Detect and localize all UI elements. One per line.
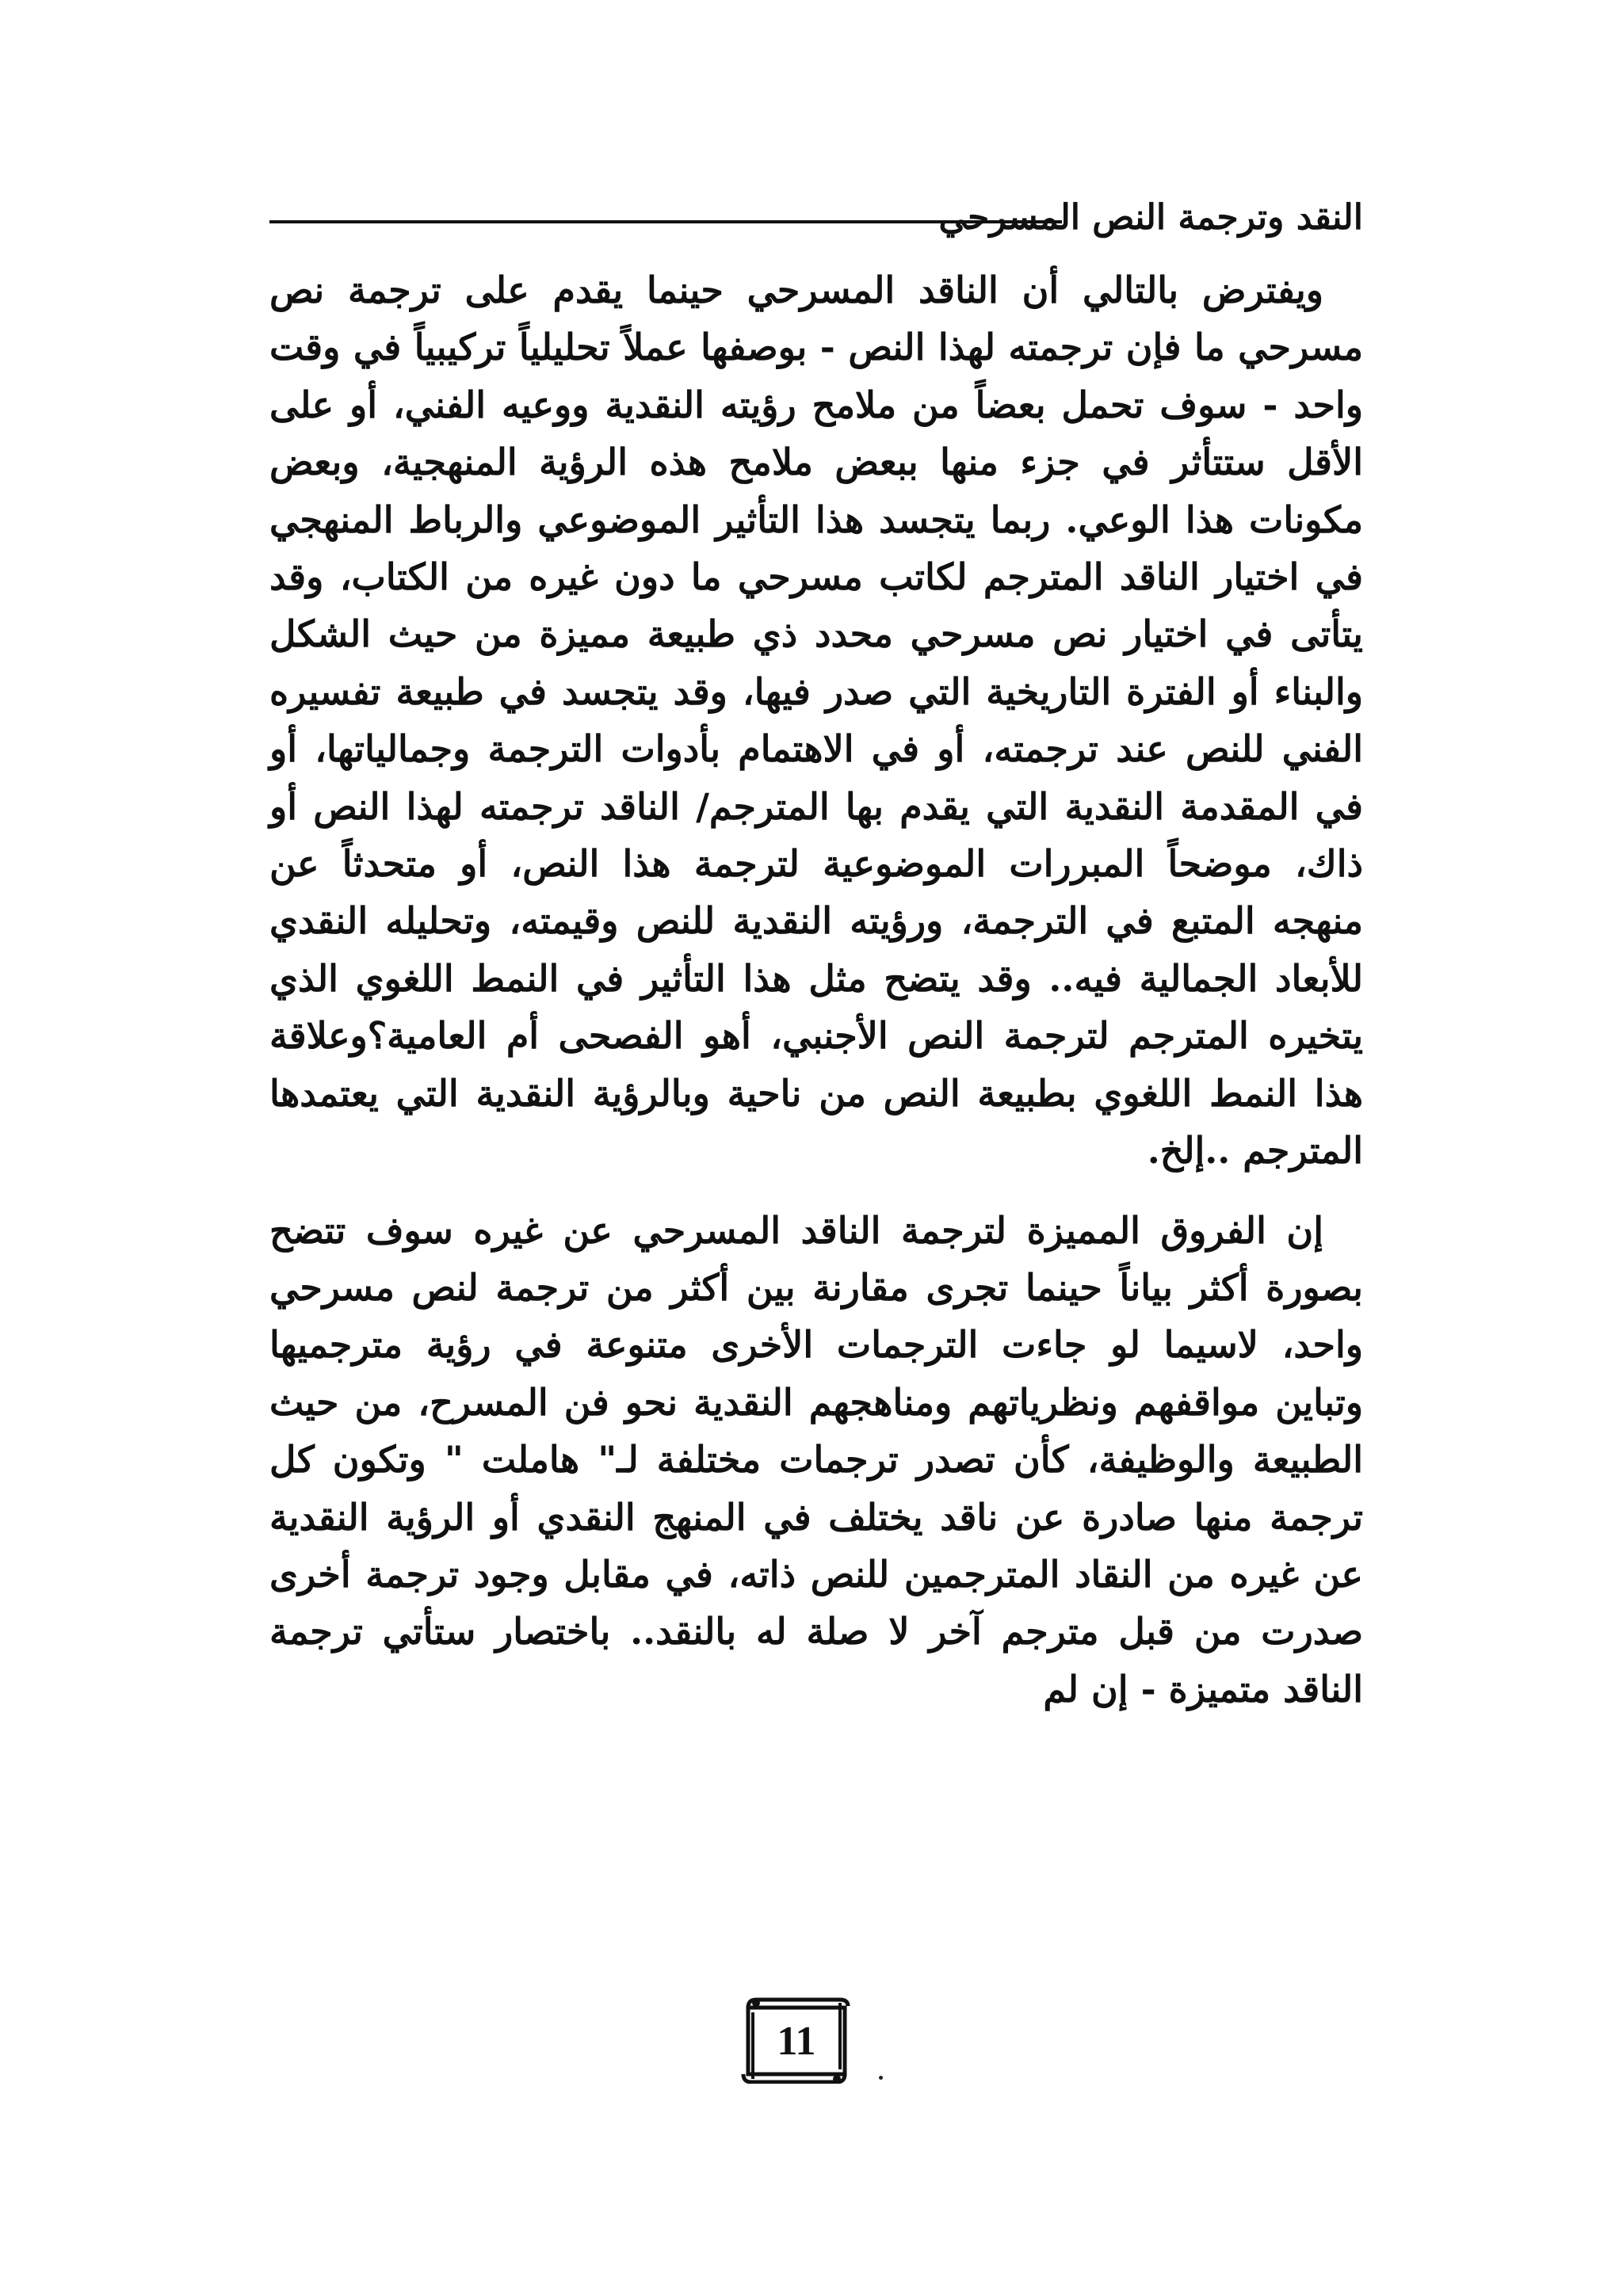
paragraph-1: ويفترض بالتالي أن الناقد المسرحي حينما يقدم على ترجمة نص مسرحي ما فإن ترجمته لهذا النص - بوصفها عملاً تحليلياً تركيبياً في وقت واحد - سوف تحمل بعضاً من ملامح رؤيته النقدية ووعيه الفني، أو على الأقل ستتأثر في جزء منها ببعض ملامح هذه الرؤية المنهجية، وبعض مكونات هذا الوعي. ربما يتجسد هذا التأثير الموضوعي والرباط المنهجي في اختيار الناقد المترجم لكاتب مسرحي ما دون غيره من الكتاب، وقد يتأتى في اختيار نص مسرحي محدد ذي طبيعة مميزة من حيث الشكل والبناء أو الفترة التاريخية التي صدر فيها، وقد يتجسد في طبيعة تفسيره الفني للنص عند ترجمته، أو في الاهتمام بأدوات الترجمة وجمالياتها، أو في المقدمة النقدية التي يقدم بها المترجم/ الناقد ترجمته لهذا النص أو ذاك، موضحاً المبررات الموضوعية لترجمة هذا النص، أو متحدثاً عن منهجه المتبع في الترجمة، ورؤيته النقدية للنص وقيمته، وتحليله النقدي للأبعاد الجمالية فيه.. وقد يتضح مثل هذا التأثير في النمط اللغوي الذي يتخيره المترجم لترجمة النص الأجنبي، أهو الفصحى أم العامية؟وعلاقة هذا النمط اللغوي بطبيعة النص من ناحية وبالرؤية النقدية التي يعتمدها المترجم ..إلخ.	[269, 269, 1363, 1173]
page-number: 11	[777, 2019, 816, 2064]
paragraph-2: إن الفروق المميزة لترجمة الناقد المسرحي عن غيره سوف تتضح بصورة أكثر بياناً حينما تجرى مقارنة بين أكثر من ترجمة لنص مسرحي واحد، لاسيما لو جاءت الترجمات الأخرى متنوعة في رؤية مترجميها وتباين مواقفهم ونظرياتهم ومناهجهم النقدية نحو فن المسرح، من حيث الطبيعة والوظيفة، كأن تصدر ترجمات مختلفة لـ" هاملت " وتكون كل ترجمة منها صادرة عن ناقد يختلف في المنهج النقدي أو الرؤية النقدية عن غيره من النقاد المترجمين للنص ذاته، في مقابل وجود ترجمة أخرى صدرت من قبل مترجم آخر لا صلة له بالنقد.. باختصار ستأتي ترجمة الناقد متميزة - إن لم	[269, 1208, 1363, 1711]
body-text	[269, 261, 1363, 1718]
scan-speck	[879, 2076, 883, 2080]
running-header	[269, 190, 1363, 254]
page-number-frame	[737, 1997, 856, 2084]
running-title: النقد وترجمة النص المسرحي	[938, 197, 1363, 238]
